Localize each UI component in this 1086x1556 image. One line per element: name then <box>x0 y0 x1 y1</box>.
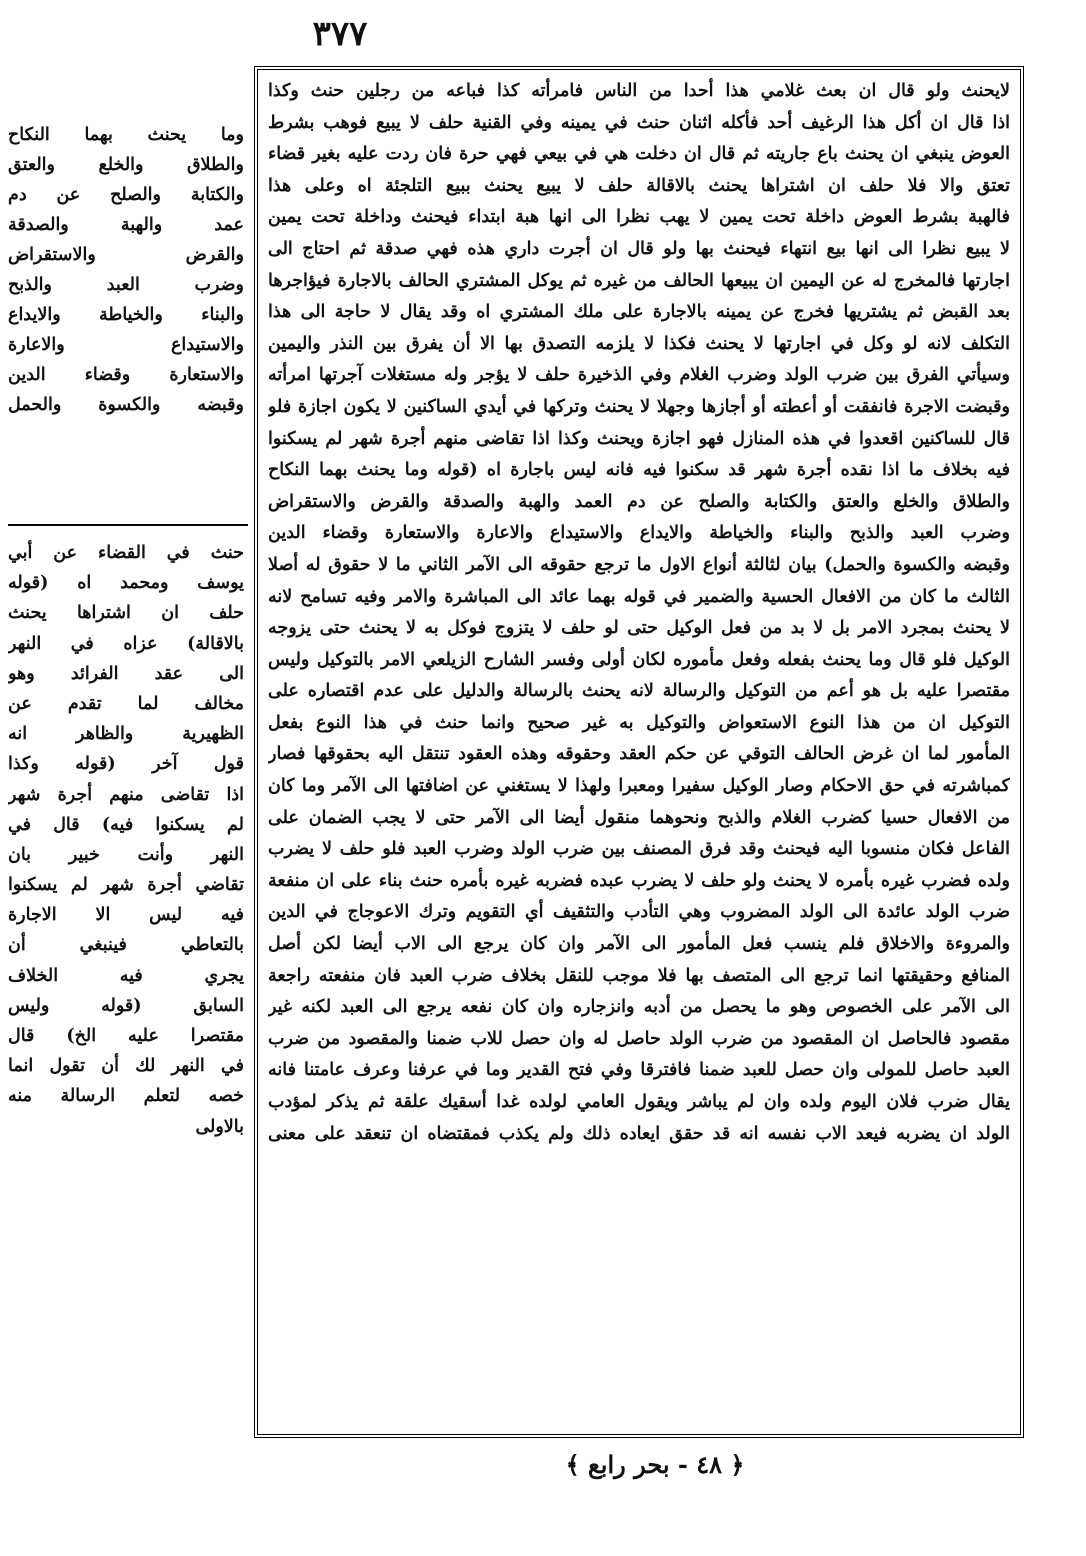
main-text-line: فيه بخلاف ما اذا نقده أجرة شهر قد سكنوا فيه فانه ليس باجارة اه (قوله وما يحنث بهما النكاح <box>268 460 1010 481</box>
margin-gloss-line: حلف ان اشتراها يحنث <box>8 603 244 624</box>
main-text-line: اذا قال ان أكل هذا الرغيف أحد فأكله اثنان حنث في يمينه وفي القنية حلف لا يبيع فوهب بشرط <box>268 112 1010 133</box>
main-text-line: فالهبة بشرط العوض داخلة تحت يمين لا يهب نظرا الى انها هبة ابتداء فيحنث وداخلة تحت يمين <box>268 207 1010 228</box>
margin-matn-line: والبناء والخياطة والايداع <box>8 305 244 325</box>
main-text-line: مقتصرا عليه بل هو أعم من التوكيل والرسالة لانه يحنث بالرسالة والدليل على عدم اقتصاره على <box>268 681 1010 702</box>
margin-matn-line: والاستعارة وقضاء الدين <box>8 365 244 385</box>
margin-gloss-line: يوسف ومحمد اه (قوله <box>8 573 244 594</box>
main-text-line: وقبضه والكسوة والحمل) بيان لثالثة أنواع الاول ما ترجع حقوقه الى الآمر الثاني ما لا حقوق له أصلا <box>268 554 1010 575</box>
margin-gloss-line: مخالف لما تقدم عن <box>8 693 244 714</box>
margin-matn-text <box>8 120 244 420</box>
main-text-line: الى الآمر على الخصوص وهو ما يحصل من أدبه وانزجاره وان كان نفعه يرجع الى العبد لكنه غير <box>268 997 1010 1018</box>
main-text-line: ضرب الولد عائدة الى الولد المضروب وهي التأدب والتثقيف أي التقويم وترك الاعوجاج في الدين <box>268 902 1010 923</box>
margin-gloss-line: قول آخر (قوله وكذا <box>8 754 244 775</box>
page-number: ٣٧٧ <box>312 14 368 54</box>
main-text-line: المنافع وحقيقتها انما ترجع الى المتصف بها فلا موجب للنقل بخلاف ضرب العبد فان منفعته راجعة <box>268 965 1010 986</box>
margin-gloss-line: النهر وأنت خبير بان <box>8 844 244 865</box>
margin-gloss-line: بالتعاطي فينبغي أن <box>8 935 244 956</box>
main-text-line: لايحنث ولو قال ان بعث غلامي هذا أحدا من الناس فامرأته كذا فباعه من رجلين حنث وكذا <box>268 81 1010 101</box>
main-text-line: الولد ان يضربه فيعد الاب نفسه انه قد حقق ايعاده ذلك ولم يكذب فمقتضاه ان تنعقد على معنى <box>268 1123 1010 1144</box>
main-text-line: اجارتها فالمخرج له عن اليمين ان يبيعها الحالف من غيره ثم يوكل المشتري الحالف بالاجارة فيؤاجرها <box>268 270 1010 291</box>
margin-gloss-line: في النهر لك أن تقول انما <box>8 1056 244 1077</box>
margin-matn-line: والقرض والاستقراض <box>8 245 244 265</box>
main-text-line: لا يحنث بمجرد الامر بل لا بد من فعل الوكيل حتى لو حلف لا يتزوج فوكل به لا يحنث حتى يزوجه <box>268 618 1010 639</box>
main-text-line: وقبضت الاجرة فانفقت أو أعطته أو أجازها وجهلا لا يحنث وتركها في أيدي الساكنين لا يكون اجازة فلو <box>268 396 1010 417</box>
margin-matn-line: والطلاق والخلع والعتق <box>8 155 244 175</box>
signature-mark: ﴿ ٤٨ - بحر رابع ﴾ <box>565 1450 745 1479</box>
main-text-line: والطلاق والخلع والعتق والكتابة والصلح عن دم العمد والهبة والصدقة والقرض والاستقراض <box>268 491 1010 512</box>
main-text-line: من الافعال حسيا كضرب الغلام والذبح ونحوهما منقول أيضا الى الآمر حتى لا يجب الضمان على <box>268 807 1010 828</box>
margin-matn-line: وضرب العبد والذبح <box>8 275 244 295</box>
margin-gloss-text <box>8 538 244 1142</box>
main-text-line: لا يبيع نظرا الى انها بيع انتهاء فيحنث بها ولو قال ان أجرت داري هذه فهي صدقة ثم احتاج الى <box>268 238 1010 259</box>
main-text-line: التوكيل ان من هذا النوع الاستعواض والتوكيل به غير صحيح وانما حنث في هذا النوع بفعل <box>268 712 1010 733</box>
main-text-line: العوض ينبغي ان يحنث باع جاريته ثم قال ان دخلت هي في بيعي فهي حرة فان ردت عليه بغير قضاء <box>268 144 1010 165</box>
margin-matn-line: وقبضه والكسوة والحمل <box>8 395 244 415</box>
margin-gloss-line: يجري فيه الخلاف <box>8 965 244 986</box>
main-text-line: التكلف لانه لو وكل في اجارتها لا يحنث فكذا لا يلزمه التصدق بها الا أن يفرق بين النذر واليمين <box>268 333 1010 354</box>
margin-gloss-line: الظهيرية والظاهر انه <box>8 724 244 745</box>
main-text-line: تعتق والا فلا حلف ان اشتراها يحنث بالاقالة حلف لا يبيع يحنث ببيع التلجئة اه وعلى هذا <box>268 175 1010 196</box>
main-text-line: وسيأتي الفرق بين ضرب الولد وضرب الغلام وفي الذخيرة حلف لا يؤجر وله مستغلات آجرتها امرأته <box>268 365 1010 386</box>
margin-divider <box>8 524 248 526</box>
margin-matn-line: وما يحنث بهما النكاح <box>8 125 244 145</box>
margin-gloss-line: تقاضي أجرة شهر لم يسكنوا <box>8 875 244 896</box>
margin-gloss-line: حنث في القضاء عن أبي <box>8 543 244 563</box>
main-text-line: والمروءة والاخلاق فلم ينسب فعل المأمور الى الآمر وان كان يرجع الى الاب أيضا لكن أصل <box>268 934 1010 955</box>
main-text-line: بعد القبض ثم يشتريها فخرج عن يمينه بالاجارة على ملك المشتري اه وقد يقال لا حاجة الى هذا <box>268 302 1010 323</box>
main-text-line: مقصود فالحاصل ان المقصود من ضرب الولد حاصل له وان حصل للاب ضمنا والمقصود من ضرب <box>268 1028 1010 1049</box>
margin-matn-line: والكتابة والصلح عن دم <box>8 185 244 205</box>
margin-gloss-line: بالاقالة) عزاه في النهر <box>8 633 244 654</box>
margin-gloss-line: مقتصرا عليه الخ) قال <box>8 1026 244 1046</box>
margin-gloss-line: اذا تقاضى منهم أجرة شهر <box>8 784 244 805</box>
main-text-line: كمباشرته في حق الاحكام وصار الوكيل سفيرا ومعبرا ولهذا لا يستغني عن اضافتها الى الآمر وما كان <box>268 776 1010 797</box>
margin-gloss-line: الى عقد الفرائد وهو <box>8 663 244 684</box>
margin-gloss-line: خصه لتعلم الرسالة منه <box>8 1086 244 1107</box>
margin-gloss-line: فيه ليس الا الاجارة <box>8 905 244 926</box>
margin-gloss-line: بالاولى <box>195 1116 244 1137</box>
main-commentary-frame <box>254 66 1024 1438</box>
margin-matn-line: عمد والهبة والصدقة <box>8 215 244 235</box>
main-text-line: المأمور لما ان غرض الحالف التوقي عن حكم العقد وحقوقه وهذه العقود تنتقل اليه بحقوقها فصار <box>268 744 1010 765</box>
margin-gloss-line: السابق (قوله وليس <box>8 995 244 1016</box>
main-text-line: ولده فضرب غيره بأمره لا يحنث ولو حلف لا يضرب عبده فضربه غيره بأمره حنث بناء على ان منفعة <box>268 870 1010 891</box>
main-text-line: وضرب العبد والذبح والبناء والخياطة والايداع والاستيداع والاعارة والاستعارة وقضاء الدين <box>268 523 1010 544</box>
main-text-line: الثالث ما كان من الافعال الحسية والضمير في قوله بهما عائد الى المباشرة والامر وفيه تسامح لانه <box>268 586 1010 607</box>
main-text-line: الوكيل فلو قال وما يحنث بفعله وفعل مأموره لكان أولى وفسر الشارح الزيلعي الامر بالتوكيل وليس <box>268 649 1010 670</box>
margin-matn-line: والاستيداع والاعارة <box>8 335 244 355</box>
main-text-line: الفاعل فكان منسوبا اليه فيحنث وقد فرق المصنف بين ضرب الولد وضرب العبد فلو حلف لا يضرب <box>268 839 1010 860</box>
margin-gloss-line: لم يسكنوا فيه) قال في <box>8 814 244 835</box>
main-text-line: يقال ضرب فلان اليوم ولده وان لم يباشر ويقول العامي لولده غدا أسقيك علقة ثم يذكر لمؤدب <box>268 1092 1010 1112</box>
main-text-line: العبد حاصل للمولى وان حصل للعبد ضمنا فافترقا وفي فتح القدير وما في عرفنا وعرف عامتنا فانه <box>268 1060 1010 1081</box>
main-text-line: قال للساكنين اقعدوا في هذه المنازل فهو اجازة ويحنث وكذا اذا تقاضى منهم أجرة شهر لم يسكنوا <box>268 428 1010 449</box>
